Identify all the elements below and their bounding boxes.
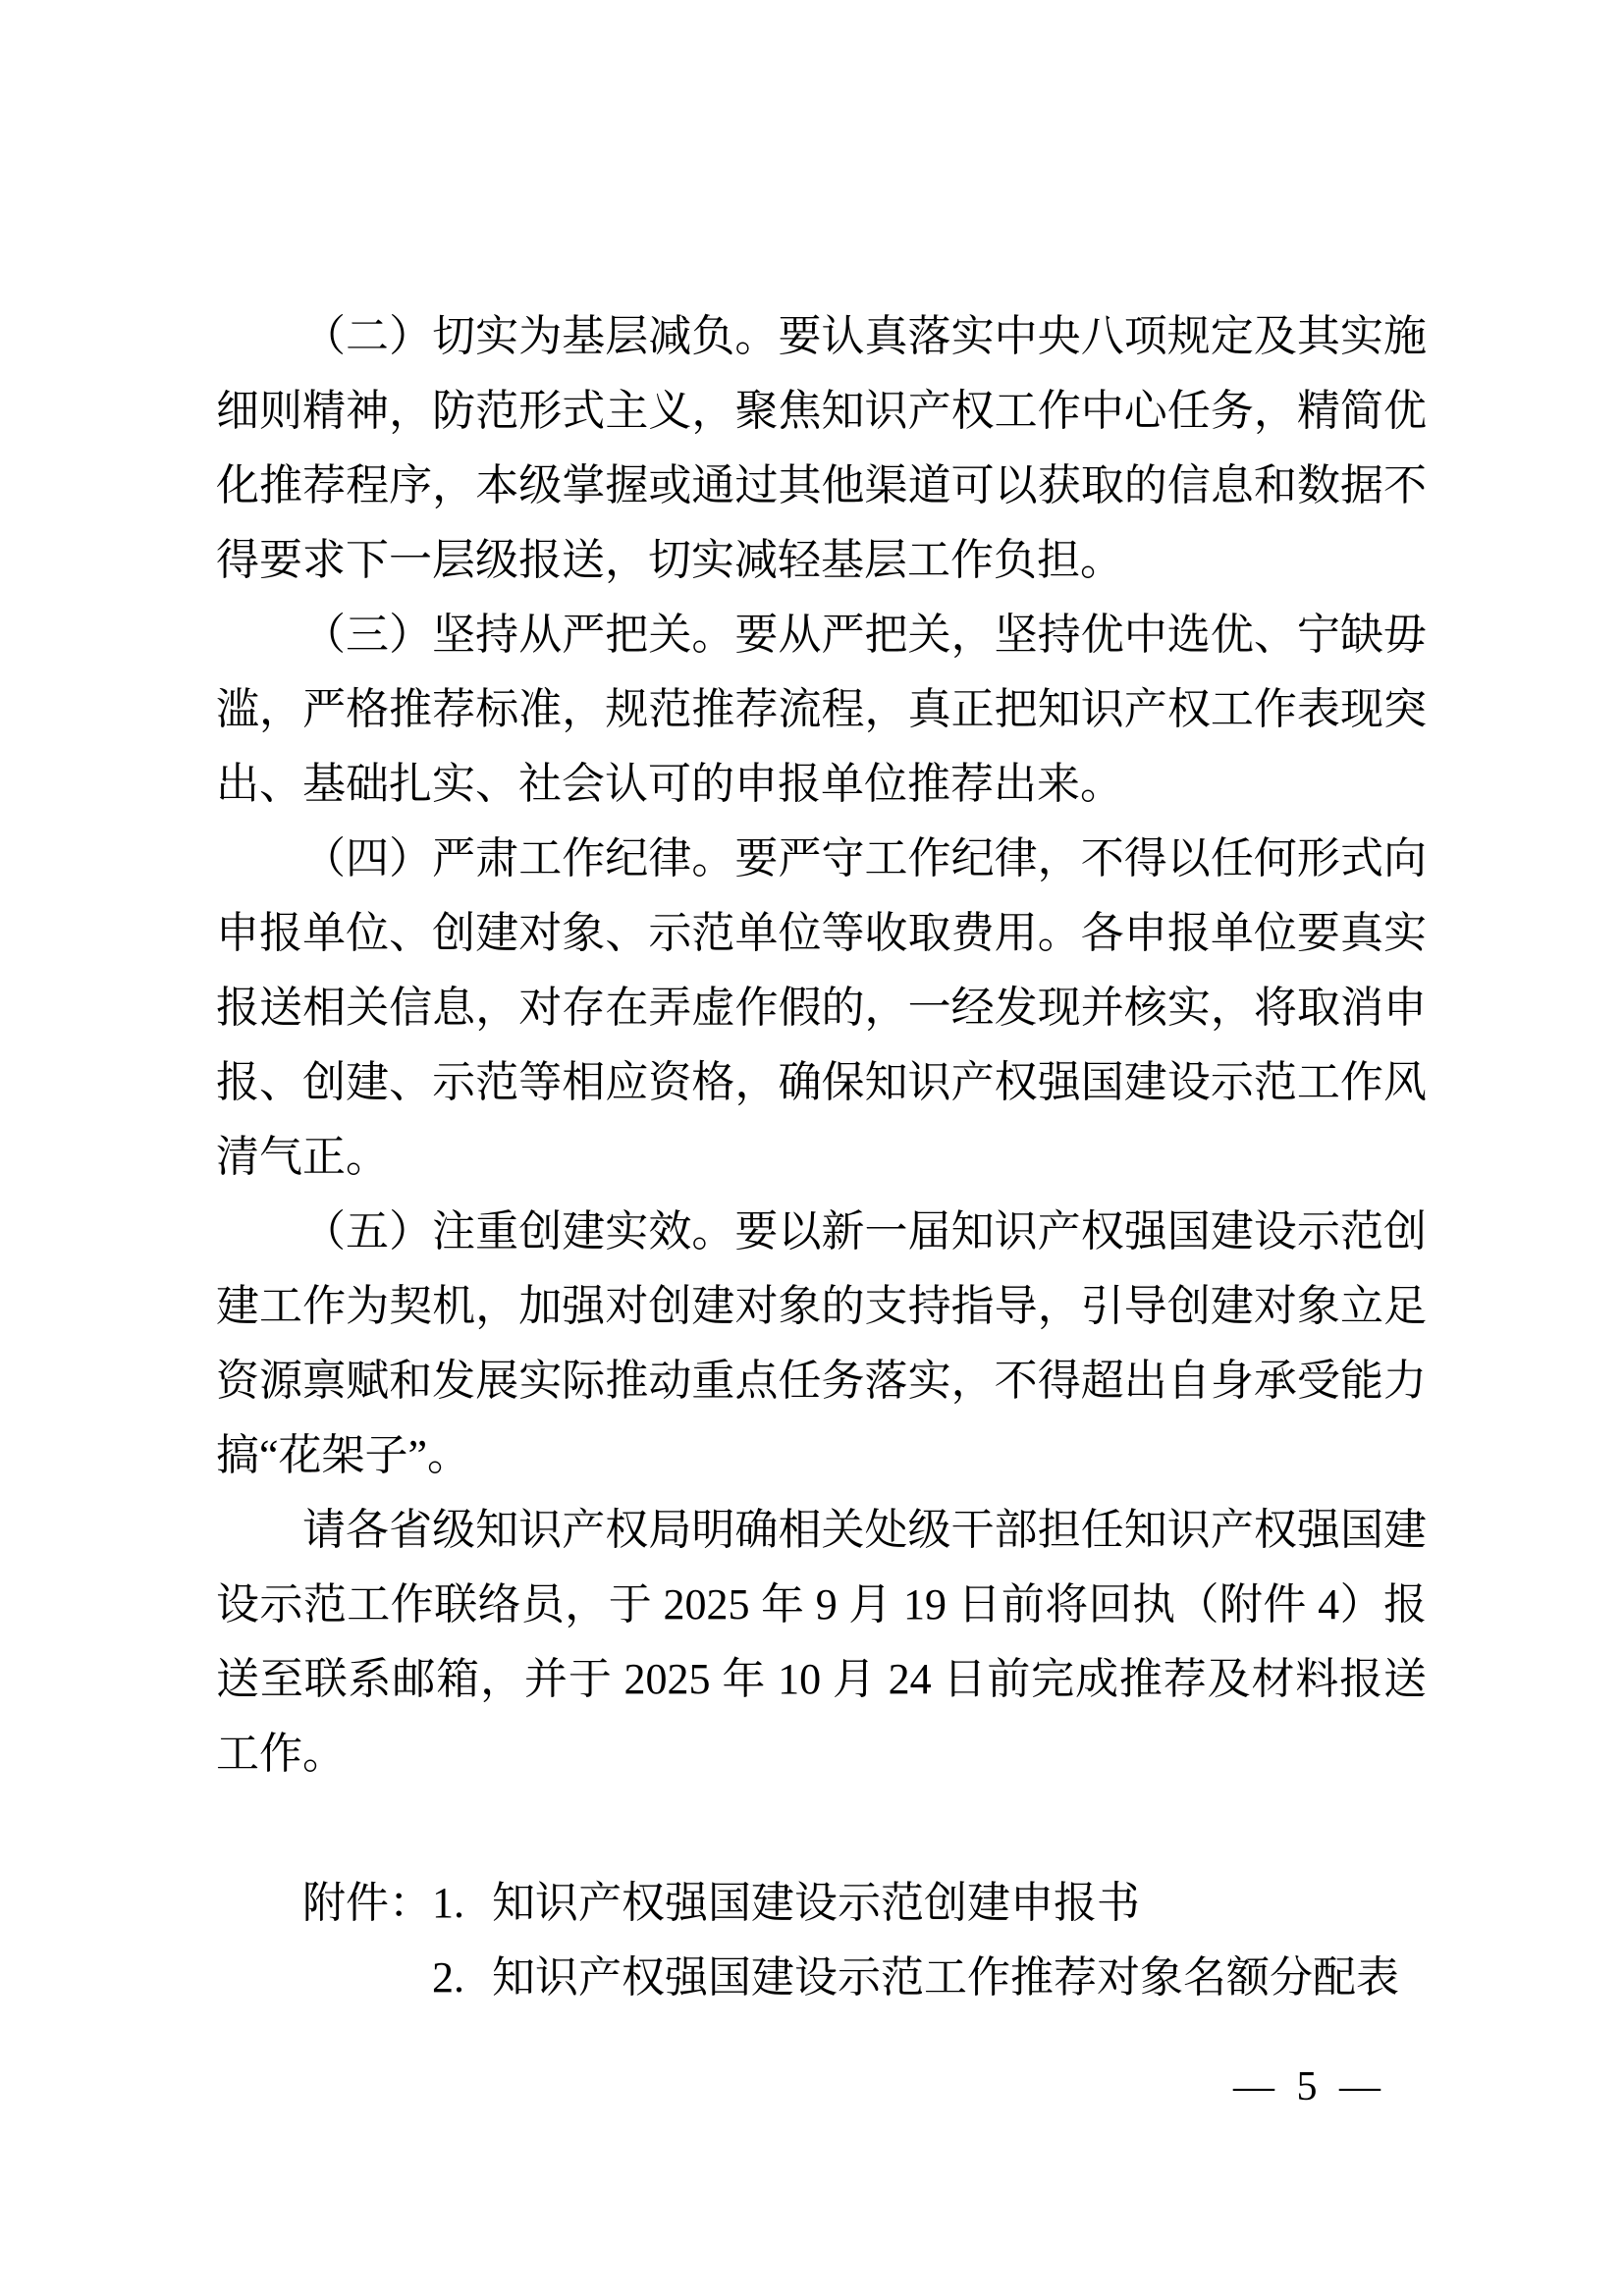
paragraph: （四）严肃工作纪律。要严守工作纪律，不得以任何形式向申报单位、创建对象、示范单位等收取费用。各申报单位要真实报送相关信息，对存在弄虚作假的，一经发现并核实，将取消申报、创建、示范等相应资格，确保知识产权强国建设示范工作风清气正。	[216, 834, 1427, 1181]
attachment-item	[216, 1941, 1427, 2015]
attachment-number: 2.	[432, 1953, 464, 2002]
attachment-number: 1.	[432, 1879, 464, 1927]
attachment-title: 知识产权强国建设示范工作推荐对象名额分配表	[492, 1953, 1399, 2002]
paragraph: 请各省级知识产权局明确相关处级干部担任知识产权强国建设示范工作联络员，于 2025 年 9 月 19 日前将回执（附件 4）报送至联系邮箱，并于 2025 年 10 月 24 日前完成推荐及材料报送工作。	[216, 1506, 1427, 1778]
paragraph: （五）注重创建实效。要以新一届知识产权强国建设示范创建工作为契机，加强对创建对象的支持指导，引导创建对象立足资源禀赋和发展实际推动重点任务落实，不得超出自身承受能力搞“花架子”。	[216, 1207, 1427, 1479]
attachment-item	[216, 1866, 1427, 1941]
paragraph: （二）切实为基层减负。要认真落实中央八项规定及其实施细则精神，防范形式主义，聚焦知识产权工作中心任务，精简优化推荐程序，本级掌握或通过其他渠道可以获取的信息和数据不得要求下一层级报送，切实减轻基层工作负担。	[216, 312, 1427, 584]
attachment-title: 知识产权强国建设示范创建申报书	[492, 1879, 1140, 1927]
attachments-label: 附件：	[302, 1879, 432, 1927]
paragraph: （三）坚持从严把关。要从严把关，坚持优中选优、宁缺毋滥，严格推荐标准，规范推荐流程，真正把知识产权工作表现突出、基础扎实、社会认可的申报单位推荐出来。	[216, 611, 1427, 808]
page-number: — 5 —	[1233, 2064, 1386, 2109]
document-body	[216, 299, 1427, 2015]
attachments-block	[216, 1866, 1427, 2015]
